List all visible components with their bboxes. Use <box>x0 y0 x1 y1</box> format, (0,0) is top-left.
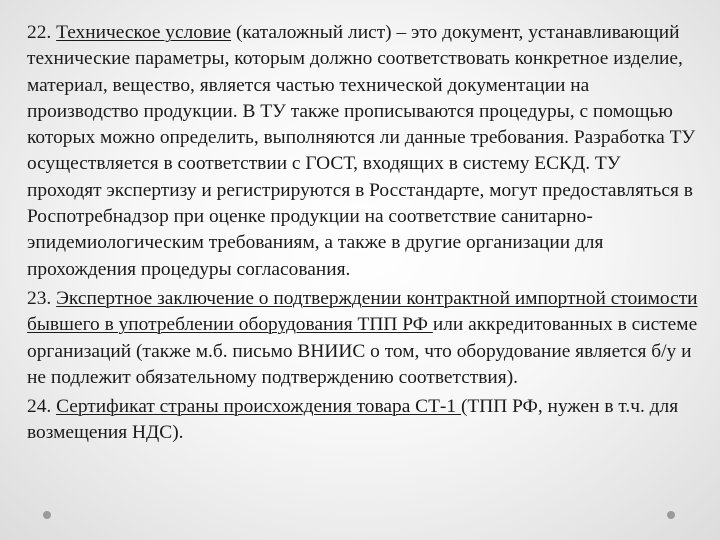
item-22 <box>27 20 699 283</box>
item-23-number: 23. <box>27 287 57 309</box>
item-24-link-origin-certificate[interactable]: Сертификат страны происхождения товара СТ-1 <box>56 396 461 418</box>
item-24 <box>27 394 699 447</box>
item-23-link-expert-conclusion[interactable]: Экспертное заключение о подтверждении контрактной импортной стоимости бывшего в употреблении оборудования ТПП РФ <box>27 287 698 336</box>
item-24-text: (ТПП РФ, нужен в т.ч. для возмещения НДС). <box>27 396 679 444</box>
item-24-number: 24. <box>27 396 57 418</box>
item-22-number: 22. <box>27 22 57 43</box>
item-22-link-technical-conditions[interactable]: Техническое условие <box>56 22 232 43</box>
decorative-dot-right <box>667 511 675 519</box>
item-23-text: или аккредитованных в системе организаций (также м.б. письмо ВНИИС о том, что оборудование является б/у и не подлежит обязательному подтверждению соответствия). <box>27 314 698 388</box>
item-22-text: (каталожный лист) – это документ, устанавливающий технические параметры, которым должно соответствовать конкретное изделие, материал, вещество, является частью технической документации на производство продукции. В ТУ также прописываются процедуры, с помощью которых можно определить, выполняются ли данные требования. Разработка ТУ осуществляется в соответствии с ГОСТ, входящих в систему ЕСКД. ТУ проходят экспертизу и регистрируются в Росстандарте, могут предоставляться в Роспотребнадзор при оценке продукции на соответствие санитарно-эпидемиологическим требованиям, а также в другие организации для прохождения процедуры согласования. <box>27 22 696 280</box>
decorative-dot-left <box>43 511 51 519</box>
item-23 <box>27 286 699 391</box>
slide-body-text <box>27 20 699 447</box>
